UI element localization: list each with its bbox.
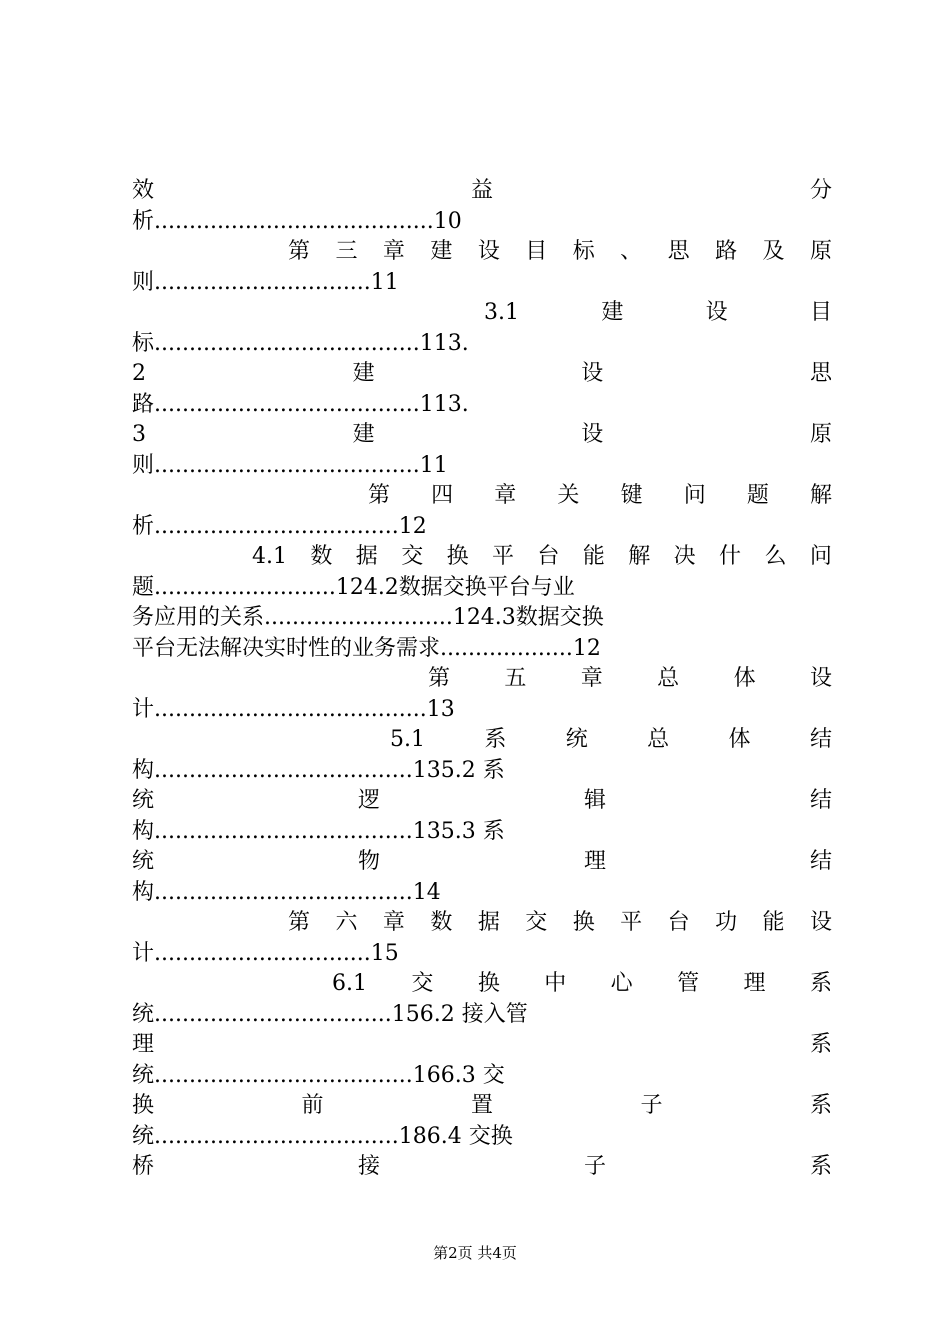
toc-word: 台 <box>667 910 690 935</box>
toc-text: 路......................................113. <box>132 391 469 417</box>
toc-word: 数 <box>310 544 333 569</box>
toc-word: 能 <box>582 544 605 569</box>
toc-text: 统..................................156.2 接入管 <box>132 1001 528 1027</box>
toc-line <box>132 390 832 421</box>
toc-word: 管 <box>677 971 700 996</box>
toc-line <box>132 268 832 299</box>
toc-word: 3.1 <box>484 300 519 325</box>
toc-word: 统 <box>132 849 155 874</box>
toc-word: 益 <box>470 178 493 203</box>
toc-line <box>132 939 832 970</box>
toc-word: 关 <box>557 483 580 508</box>
toc-word: 建 <box>601 300 624 325</box>
toc-word: 系 <box>809 971 832 996</box>
toc-word: 能 <box>762 910 785 935</box>
toc-word: 理 <box>583 849 606 874</box>
toc-word: 6.1 <box>332 971 367 996</box>
toc-word: 目 <box>809 300 832 325</box>
toc-word: 四 <box>431 483 454 508</box>
toc-word: 章 <box>580 666 603 691</box>
toc-word: 、 <box>620 239 643 264</box>
toc-word: 理 <box>743 971 766 996</box>
toc-line <box>132 359 832 390</box>
toc-word: 平 <box>492 544 515 569</box>
toc-line <box>132 207 832 238</box>
toc-word: 子 <box>583 1154 606 1179</box>
toc-word: 结 <box>809 849 832 874</box>
toc-word: 交 <box>401 544 424 569</box>
toc-word: 么 <box>764 544 787 569</box>
toc-text: 题..........................124.2数据交换平台与业 <box>132 574 575 600</box>
toc-line <box>132 847 832 878</box>
toc-line <box>132 237 832 268</box>
toc-line <box>132 1061 832 1092</box>
toc-line <box>132 817 832 848</box>
toc-line <box>132 451 832 482</box>
toc-text: 析........................................10 <box>132 208 462 234</box>
toc-word: 换 <box>477 971 500 996</box>
toc-text: 构.....................................135.3 系 <box>132 818 505 844</box>
toc-word: 决 <box>673 544 696 569</box>
toc-word: 三 <box>335 239 358 264</box>
toc-text: 平台无法解决实时性的业务需求...................12 <box>132 635 601 661</box>
toc-line <box>132 420 832 451</box>
toc-word: 六 <box>335 910 358 935</box>
toc-line <box>132 969 832 1000</box>
toc-word: 问 <box>809 544 832 569</box>
toc-word: 思 <box>667 239 690 264</box>
toc-word: 体 <box>728 727 751 752</box>
toc-line <box>132 634 832 665</box>
toc-word: 及 <box>762 239 785 264</box>
toc-word: 台 <box>537 544 560 569</box>
toc-word: 解 <box>809 483 832 508</box>
toc-text: 务应用的关系...........................124.3数据交换 <box>132 605 604 630</box>
toc-word: 章 <box>494 483 517 508</box>
toc-word: 目 <box>525 239 548 264</box>
toc-word: 路 <box>715 239 738 264</box>
toc-word: 4.1 <box>252 544 287 569</box>
toc-word: 键 <box>620 483 643 508</box>
toc-word: 解 <box>628 544 651 569</box>
toc-word: 中 <box>544 971 567 996</box>
toc-line <box>132 756 832 787</box>
toc-text: 统.....................................166.3 交 <box>132 1062 505 1088</box>
toc-word: 分 <box>809 178 832 203</box>
toc-word: 换 <box>132 1093 155 1118</box>
toc-word: 系 <box>809 1032 832 1057</box>
toc-line <box>132 512 832 543</box>
toc-word: 设 <box>809 666 832 691</box>
toc-word: 心 <box>610 971 633 996</box>
toc-word: 建 <box>352 422 375 447</box>
toc-text: 析...................................12 <box>132 513 427 539</box>
toc-text: 标......................................113. <box>132 330 469 356</box>
toc-line <box>132 664 832 695</box>
toc-word: 接 <box>357 1154 380 1179</box>
toc-word: 体 <box>733 666 756 691</box>
toc-line <box>132 542 832 573</box>
toc-line <box>132 603 832 634</box>
toc-word: 第 <box>368 483 391 508</box>
toc-word: 建 <box>352 361 375 386</box>
toc-word: 设 <box>705 300 728 325</box>
toc-line <box>132 481 832 512</box>
toc-line <box>132 908 832 939</box>
toc-word: 置 <box>470 1093 493 1118</box>
toc-word: 设 <box>581 422 604 447</box>
toc-word: 统 <box>565 727 588 752</box>
toc-line <box>132 298 832 329</box>
toc-word: 设 <box>809 910 832 935</box>
toc-line <box>132 786 832 817</box>
toc-line <box>132 1122 832 1153</box>
toc-word: 五 <box>504 666 527 691</box>
toc-word: 数 <box>430 910 453 935</box>
toc-text: 构.....................................135.2 系 <box>132 757 505 783</box>
toc-word: 总 <box>647 727 670 752</box>
toc-word: 统 <box>132 788 155 813</box>
toc-word: 3 <box>132 422 146 447</box>
toc-word: 交 <box>525 910 548 935</box>
toc-word: 什 <box>719 544 742 569</box>
toc-word: 据 <box>355 544 378 569</box>
toc-line <box>132 725 832 756</box>
toc-word: 原 <box>809 239 832 264</box>
toc-line <box>132 573 832 604</box>
toc-text: 则......................................11 <box>132 452 448 478</box>
toc-word: 题 <box>746 483 769 508</box>
toc-word: 建 <box>430 239 453 264</box>
toc-word: 换 <box>446 544 469 569</box>
toc-text: 构.....................................14 <box>132 879 441 905</box>
toc-word: 思 <box>809 361 832 386</box>
toc-word: 2 <box>132 361 146 386</box>
toc-word: 效 <box>132 178 155 203</box>
toc-word: 物 <box>357 849 380 874</box>
toc-word: 辑 <box>583 788 606 813</box>
toc-word: 总 <box>657 666 680 691</box>
toc-word: 换 <box>572 910 595 935</box>
toc-word: 第 <box>288 239 311 264</box>
toc-word: 桥 <box>132 1154 155 1179</box>
toc-word: 子 <box>640 1093 663 1118</box>
toc-line <box>132 695 832 726</box>
toc-text: 则...............................11 <box>132 269 399 295</box>
toc-word: 逻 <box>357 788 380 813</box>
toc-line <box>132 1000 832 1031</box>
toc-word: 交 <box>411 971 434 996</box>
toc-word: 据 <box>477 910 500 935</box>
toc-word: 系 <box>809 1093 832 1118</box>
toc-word: 理 <box>132 1032 155 1057</box>
toc-text: 统...................................186.4 交换 <box>132 1123 513 1149</box>
toc-word: 章 <box>382 910 405 935</box>
toc-word: 功 <box>715 910 738 935</box>
toc-word: 标 <box>572 239 595 264</box>
toc-line <box>132 329 832 360</box>
toc-word: 原 <box>809 422 832 447</box>
toc-word: 结 <box>809 727 832 752</box>
toc-word: 结 <box>809 788 832 813</box>
toc-line <box>132 1091 832 1122</box>
toc-word: 前 <box>301 1093 324 1118</box>
toc-text: 计...............................15 <box>132 940 399 966</box>
toc-text: 计.......................................13 <box>132 696 455 722</box>
page-footer: 第2页 共4页 <box>433 1244 517 1262</box>
toc-line <box>132 878 832 909</box>
toc-word: 设 <box>581 361 604 386</box>
table-of-contents <box>132 176 832 1183</box>
toc-word: 系 <box>484 727 507 752</box>
toc-word: 问 <box>683 483 706 508</box>
toc-word: 5.1 <box>390 727 425 752</box>
toc-word: 第 <box>288 910 311 935</box>
toc-word: 系 <box>809 1154 832 1179</box>
toc-line <box>132 1030 832 1061</box>
toc-word: 设 <box>477 239 500 264</box>
toc-word: 第 <box>428 666 451 691</box>
toc-word: 章 <box>382 239 405 264</box>
toc-line <box>132 176 832 207</box>
toc-word: 平 <box>620 910 643 935</box>
toc-line <box>132 1152 832 1183</box>
